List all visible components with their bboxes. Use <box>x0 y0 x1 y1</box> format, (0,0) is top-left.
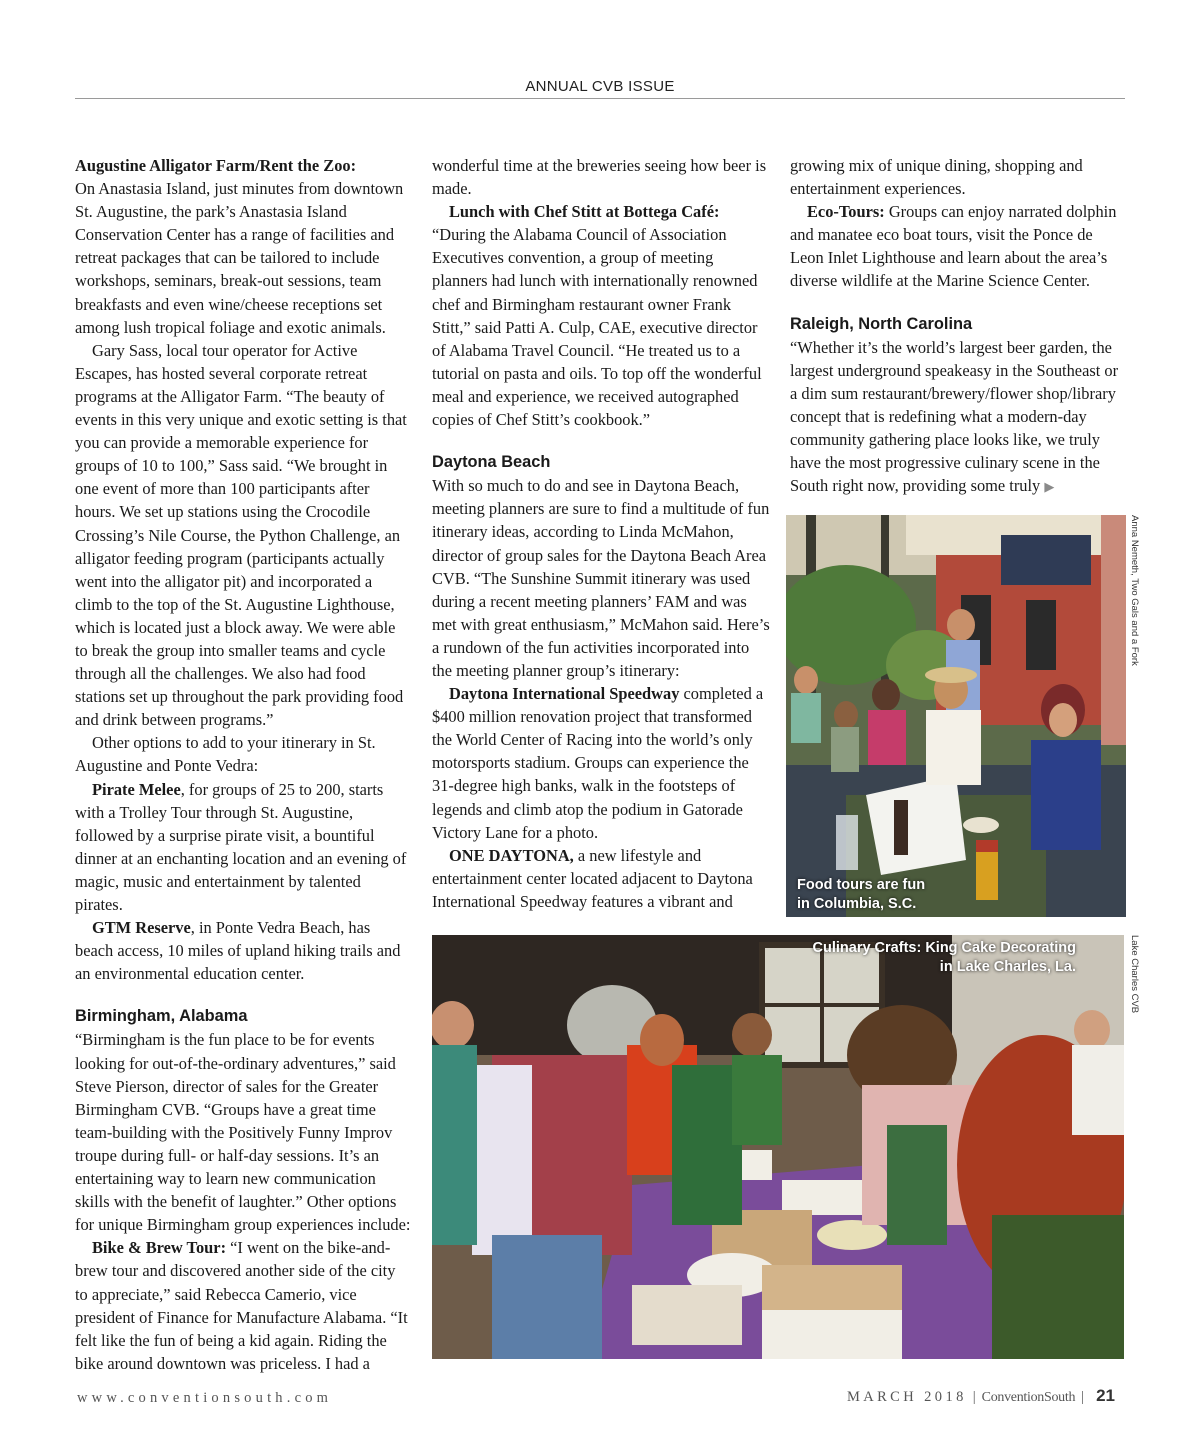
continue-arrow-icon: ▶ <box>1044 480 1055 496</box>
gtm-reserve-paragraph <box>75 916 411 985</box>
eco-tours-paragraph <box>790 200 1128 292</box>
king-cake-caption-line1: Culinary Crafts: King Cake Decorating <box>812 940 1076 956</box>
one-daytona-title: ONE DAYTONA, <box>449 845 574 865</box>
food-tour-photo-image <box>786 515 1126 917</box>
footer-website: www.conventionsouth.com <box>77 1390 333 1406</box>
stitt-title: Lunch with Chef Stitt at Bottega Café: <box>449 202 720 222</box>
speedway-title: Daytona International Speedway <box>449 684 680 704</box>
footer-separator-2: | <box>1081 1389 1085 1405</box>
raleigh-heading: Raleigh, North Carolina <box>790 314 973 333</box>
article-column-2 <box>432 154 770 913</box>
footer-separator: | <box>972 1389 976 1405</box>
eco-tours-text: Groups can enjoy narrated dolphin and manatee eco boat tours, visit the Ponce de Leon Inlet Lighthouse and learn about the area’s diverse wildlife at the Marine Science Center. <box>790 202 1117 291</box>
stitt-text: “During the Alabama Council of Association Executives convention, a group of meeting planners had lunch with internationally renowned chef and Birmingham restaurant owner Frank Stitt,” said Patti A. Culp, CAE, executive director of Alabama Travel Council. “He treated us to a tutorial on pasta and oils. To top off the wonderful meal and experience, we received autographed copies of Chef Stitt’s cookbook.” <box>432 225 762 430</box>
issue-header: ANNUAL CVB ISSUE <box>525 78 675 95</box>
other-options-paragraph: Other options to add to your itinerary in St. Augustine and Ponte Vedra: <box>75 733 376 776</box>
king-cake-photo-credit: Lake Charles CVB <box>1129 935 1140 1014</box>
footer-issue-info <box>847 1386 1115 1406</box>
food-tour-caption <box>797 876 925 913</box>
header-rule <box>75 98 1125 99</box>
bike-brew-title: Bike & Brew Tour: <box>92 1238 227 1258</box>
gtm-reserve-text: , in Ponte Vedra Beach, has beach access, 10 miles of upland hiking trails and an environmental education center. <box>75 918 401 984</box>
daytona-paragraph: With so much to do and see in Daytona Beach, meeting planners are sure to find a multitude of fun itinerary ideas, according to Linda McMahon, director of group sales for the Daytona Beach Area CVB. “The Sunshine Summit itinerary was used during a recent meeting planners’ FAM and was met with great enthusiasm,” McMahon said. Here’s a rundown of the fun activities incorporated into the meeting planner group’s itinerary: <box>432 476 770 680</box>
king-cake-caption <box>813 939 1076 976</box>
daytona-heading: Daytona Beach <box>432 453 551 472</box>
stitt-paragraph <box>432 200 770 223</box>
alligator-farm-text: On Anastasia Island, just minutes from downtown St. Augustine, the park’s Anastasia Island Conservation Center has a range of facilities and retreat packages that can be tailored to include workshops, seminars, break-out sessions, team breakfasts and even wine/cheese receptions set among lush tropical foliage and exotic animals. <box>75 179 404 337</box>
page-number: 21 <box>1096 1386 1115 1405</box>
raleigh-text: “Whether it’s the world’s largest beer garden, the largest underground speakeasy in the Southeast or a dim sum restaurant/brewery/flower shop/library concept that is redefining what a modern-day community gathering place looks like, we truly have the most progressive culinary scene in the South right now, providing some truly <box>790 337 1119 496</box>
speedway-paragraph <box>432 682 770 844</box>
footer-issue-date: MARCH 2018 <box>846 1389 967 1405</box>
raleigh-paragraph <box>790 336 1128 500</box>
eco-tours-title: Eco-Tours: <box>807 202 885 222</box>
footer-publication: ConventionSouth <box>981 1390 1076 1405</box>
bike-brew-paragraph <box>75 1236 411 1375</box>
one-daytona-paragraph <box>432 844 770 913</box>
king-cake-caption-line2: in Lake Charles, La. <box>939 958 1076 975</box>
alligator-farm-paragraph <box>75 154 411 339</box>
bike-brew-continued: wonderful time at the breweries seeing how beer is made. <box>432 156 767 199</box>
one-daytona-continued: growing mix of unique dining, shopping and entertainment experiences. <box>790 156 1083 199</box>
sass-quote-paragraph: Gary Sass, local tour operator for Active Escapes, has hosted several corporate retreat programs at the Alligator Farm. “The beauty of events in this very unique and exotic setting is that you can provide a memorable experience for groups of 10 to 100,” Sass said. “We brought in one event of more than 100 participants after hours. We set up stations using the Crocodile Crossing’s Nile Course, the Python Challenge, an alligator feeding program (participants actually went into the alligator pit) and incorporated a climb to the top of the St. Augustine Lighthouse, which is located just a block away. We were able to break the group into smaller teams and cycle through all the challenges. We also had food stations set up throughout the park providing food and drink between programs.” <box>75 340 407 730</box>
pirate-melee-text: , for groups of 25 to 200, starts with a Trolley Tour through St. Augustine, followed by a surprise pirate visit, a bountiful dinner at an enchanting location and an evening of magic, music and entertainment by talented pirates. <box>75 779 407 914</box>
food-tour-caption-line1: Food tours are fun <box>797 877 926 893</box>
food-tour-caption-line2: in Columbia, S.C. <box>797 895 917 912</box>
birmingham-paragraph: “Birmingham is the fun place to be for events looking for out-of-the-ordinary adventures,” said Steve Pierson, director of sales for the Greater Birmingham CVB. “Groups have a great time team-building with the Positively Funny Improv troupe during full- or half-day sessions. It’s an entertaining way to learn new communication skills with the benefit of laughter.” Other options for unique Birmingham group experiences include: <box>75 1030 411 1235</box>
king-cake-photo <box>432 935 1124 1359</box>
pirate-melee-paragraph <box>75 778 411 917</box>
food-tour-photo-credit: Anna Nemeth, Two Gals and a Fork <box>1129 515 1140 666</box>
bike-brew-text: “I went on the bike-and-brew tour and discovered another side of the city to appreciate,” said Rebecca Camerio, vice president of Finance for Manufacture Alabama. “It felt like the fun of being a kid again. Riding the bike around downtown was priceless. I had a <box>75 1238 408 1373</box>
food-tour-photo <box>786 515 1126 917</box>
alligator-farm-title: Augustine Alligator Farm/Rent the Zoo: <box>75 156 357 175</box>
pirate-melee-title: Pirate Melee <box>92 779 181 799</box>
speedway-text: completed a $400 million renovation project that transformed the World Center of Racing into the world’s only motorsports stadium. Groups can experience the 31-degree high banks, walk in the footsteps of legends and climb atop the podium in Gatorade Victory Lane for a photo. <box>432 684 764 842</box>
article-column-1 <box>75 154 411 1375</box>
birmingham-heading: Birmingham, Alabama <box>75 1007 248 1026</box>
gtm-reserve-title: GTM Reserve <box>92 918 191 938</box>
article-column-3 <box>790 154 1128 499</box>
one-daytona-text: a new lifestyle and entertainment center located adjacent to Daytona International Speedway features a vibrant and <box>432 845 753 911</box>
king-cake-photo-image <box>432 935 1124 1359</box>
